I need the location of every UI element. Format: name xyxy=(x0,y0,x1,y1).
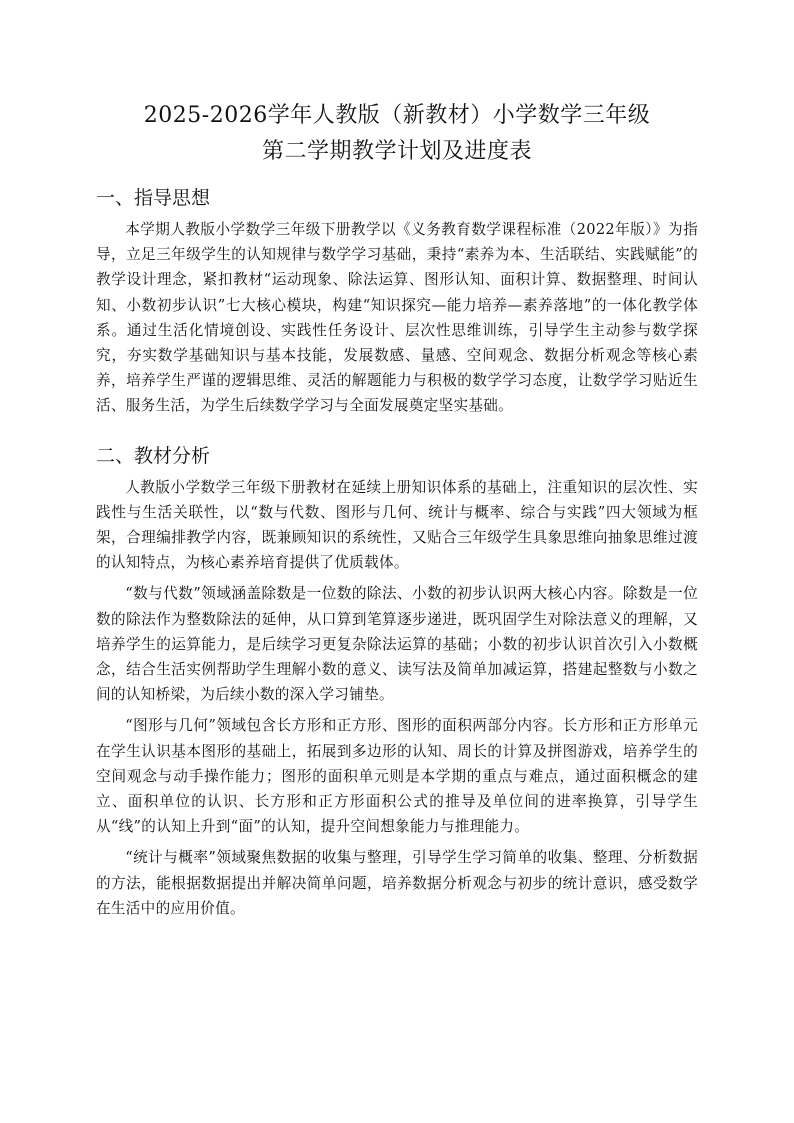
title-line-1: 2025-2026学年人教版（新教材）小学数学三年级 xyxy=(143,103,651,128)
paragraph-geometry: “图形与几何”领域包含长方形和正方形、图形的面积两部分内容。长方形和正方形单元在学生认识基本图形的基础上，拓展到多边形的认知、周长的计算及拼图游戏，培养学生的空间观念与动手操作能力；图形的面积单元则是本学期的重点与难点，通过面积概念的建立、面积单位的认识、长方形和正方形面积公式的推导及单位间的进率换算，引导学生从“线”的认知上升到“面”的认知，提升空间想象能力与推理能力。 xyxy=(96,717,698,836)
paragraph-guiding-ideology: 本学期人教版小学数学三年级下册教学以《义务教育数学课程标准（2022年版）》为指导，立足三年级学生的认知规律与数学学习基础，秉持“素养为本、生活联结、实践赋能”的教学设计理念，紧扣教材“运动现象、除法运算、图形认知、面积计算、数据整理、时间认知、小数初步认识”七大核心模块，构建“知识探究—能力培养—素养落地”的一体化教学体系。通过生活化情境创设、实践性任务设计、层次性思维训练，引导学生主动参与数学探究，夯实数学基础知识与基本技能，发展数感、量感、空间观念、数据分析观念等核心素养，培养学生严谨的逻辑思维、灵活的解题能力与积极的数学学习态度，让数学学习贴近生活、服务生活，为学生后续数学学习与全面发展奠定坚实基础。 xyxy=(96,221,698,415)
section-heading-guiding-ideology: 一、指导思想 xyxy=(96,187,211,209)
paragraph-statistics: “统计与概率”领域聚焦数据的收集与整理，引导学生学习简单的收集、整理、分析数据的方法，能根据数据提出并解决简单问题，培养数据分析观念与初步的统计意识，感受数学在生活中的应用价值。 xyxy=(96,849,698,917)
paragraph-textbook-overview: 人教版小学数学三年级下册教材在延续上册知识体系的基础上，注重知识的层次性、实践性与生活关联性，以“数与代数、图形与几何、统计与概率、综合与实践”四大领域为框架，合理编排教学内容，既兼顾知识的系统性，又贴合三年级学生具象思维向抽象思维过渡的认知特点，为核心素养培育提供了优质载体。 xyxy=(96,478,698,572)
document-title xyxy=(96,98,698,170)
paragraph-number-algebra: “数与代数”领域涵盖除数是一位数的除法、小数的初步认识两大核心内容。除数是一位数的除法作为整数除法的延伸，从口算到笔算逐步递进，既巩固学生对除法意义的理解，又培养学生的运算能力，是后续学习更复杂除法运算的基础；小数的初步认识首次引入小数概念，结合生活实例帮助学生理解小数的意义、读写法及简单加减运算，搭建起整数与小数之间的认知桥梁，为后续小数的深入学习铺垫。 xyxy=(96,585,698,704)
section-heading-textbook-analysis: 二、教材分析 xyxy=(96,444,211,467)
title-line-2: 第二学期教学计划及进度表 xyxy=(261,139,532,164)
